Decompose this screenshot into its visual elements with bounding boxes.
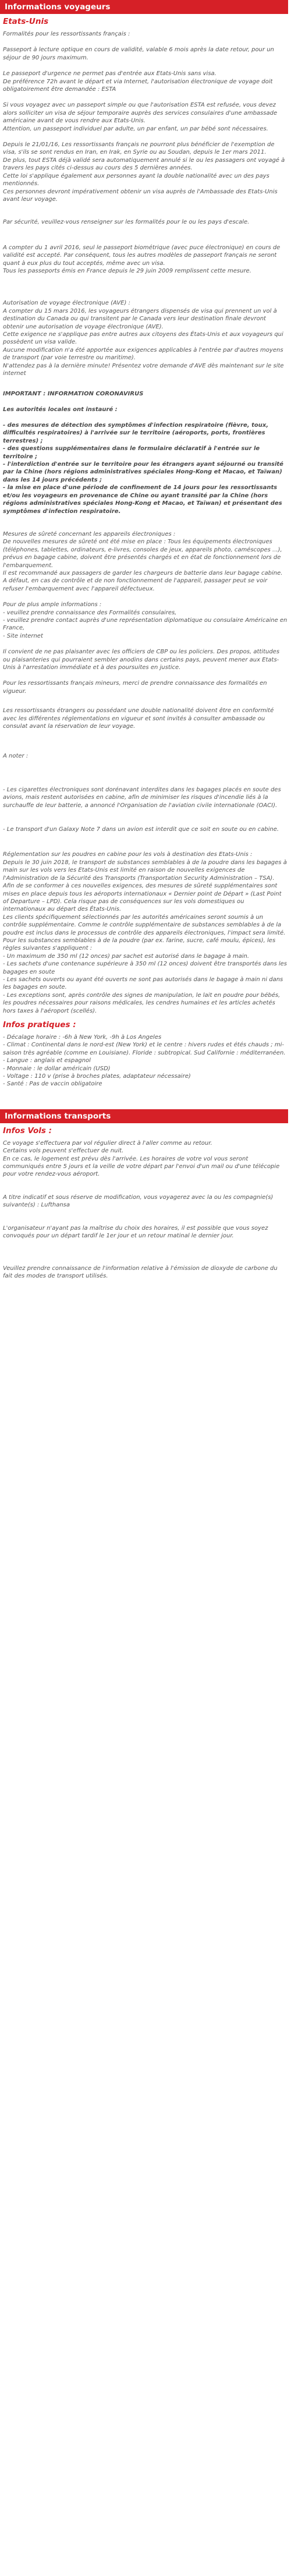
practical-info-list: - Décalage horaire : -6h à New York, -9h à Los Angeles - Climat : Continental dans le nord-est (New York) et le centre : hivers rudes et étés chauds ; mi-saison très agréable (comme en Louisiane). Floride : subtropical. Sud Californie : méditerranéen. - Langue : anglais et espagnol - Monnaie : le dollar américain (USD) - Voltage : 110 v (prise à broches plates, adaptateur nécessaire) - Santé : Pas de vaccin obligatoire [3, 1034, 286, 1088]
airline-info: A titre indicatif et sous réserve de modification, vous voyagerez avec la ou les compagnie(s) suivante(s) : Lufthansa [3, 1194, 274, 1209]
biometric-passport-info: A compter du 1 avril 2016, seul le passeport biométrique (avec puce électronique) en cours de validité est accepté. Par conséquent, tous les autres modèles de passeport français ne seront quant à eux plus du tout acceptés, même avec un visa. Tous les passeports émis en France depuis le 29 juin 2009 remplissent cette mesure. [3, 244, 281, 274]
usa-heading: Etats-Unis [3, 17, 49, 26]
visa-waiver-exception: Depuis le 21/01/16, Les ressortissants français ne pourront plus bénéficier de l'exemption de visa, s'ils se sont rendus en Iran, en Irak, en Syrie ou au Soudan, depuis le 1er mars 2011. De plus, tout ESTA déjà validé sera automatiquement annulé si le ou les passagers ont voyagé à travers les pays cités ci-dessus au cours des 5 dernières années. Cette loi s'applique également aux personnes ayant la double nationalité avec un des pays mentionnés. Ces personnes devront impérativement obtenir un visa auprès de l'Ambassade des Etats-Unis avant leur voyage. [3, 141, 285, 203]
practical-info-heading: Infos pratiques : [3, 1020, 76, 1029]
coronavirus-notice: IMPORTANT : INFORMATION CORONAVIRUS Les autorités locales ont instauré : - des mesures de détection des symptômes d'infection respiratoire (fièvre, toux, difficultés respiratoires) à l'arrivée sur le territoire (aéroports, ports, frontières terrestres) ; - des questions supplémentaires dans le formulaire déclaratif à l'entrée sur le territoire ; - l'interdiction d'entrée sur le territoire pour les étrangers ayant séjourné ou transité par la Chine (hors régions administratives spéciales Hong-Kong et Macao, et Taïwan) dans les 14 jours précédents ; - la mise en place d'une période de confinement de 14 jours pour les ressortissants et/ou les voyageurs en provenance de Chine ou ayant transité par la Chine (hors régions administratives spéciales Hong-Kong et Macao, et Taïwan) et présentant des symptômes d'infection respiratoire. [3, 391, 283, 515]
visa-info: Si vous voyagez avec un passeport simple ou que l'autorisation ESTA est refusée, vous devez alors solliciter un visa de séjour temporaire auprès des services consulaires d'une ambassade américaine avant de vous rendre aux Etats-Unis. Attention, un passeport individuel par adulte, un par enfant, un par bébé sont nécessaires. [3, 102, 278, 132]
traveler-info-header [0, 0, 288, 14]
more-info: Pour de plus ample informations : - veuillez prendre connaissance des Formalités consulaires, - veuillez prendre contact auprès d'une représentation diplomatique ou consulaire Américaine en France, - Site internet [3, 601, 288, 639]
ave-canada-info: Autorisation de voyage électronique (AVE) : A compter du 15 mars 2016, les voyageurs étrangers dispensés de visa qui prennent un vol à destination du Canada ou qui transitent par le Canada vers leur destination finale devront obtenir une autorisation de voyage électronique (AVE). Cette exigence ne s'applique pas entre autres aux citoyens des États-Unis et aux voyageurs qui possèdent un visa valide. Aucune modification n'a été apportée aux exigences applicables à l'entrée par d'autres moyens de transport (par voie terrestre ou maritime). N'attendez pas à la dernière minute! Présentez votre demande d'AVE dès maintenant sur le site internet [3, 300, 284, 377]
galaxy-note-notice: - Le transport d'un Galaxy Note 7 dans un avion est interdit que ce soit en soute ou en cabine. [3, 826, 279, 833]
cbp-warning: Il convient de ne pas plaisanter avec les officiers de CBP ou les policiers. Des propos, attitudes ou plaisanteries qui pourraient sembler anodins dans certains pays, peuvent mener aux Etats-Unis à l'arrestation immédiate et à des poursuites en justice. [3, 649, 280, 671]
formalities-intro: Formalités pour les ressortissants français : [3, 31, 130, 37]
passport-requirement: Passeport à lecture optique en cours de validité, valable 6 mois après la date retour, pour un séjour de 90 jours maximum. [3, 47, 274, 61]
traveler-info-title: Informations voyageurs [5, 2, 111, 12]
minors-notice: Pour les ressortissants français mineurs, merci de prendre connaissance des formalités en vigueur. [3, 680, 267, 695]
flight-info-heading: Infos Vols : [3, 1126, 52, 1135]
co2-notice: Veuillez prendre connaissance de l'information relative à l'émission de dioxyde de carbone du fait des modes de transport utilisés. [3, 1265, 278, 1279]
transport-info-header [0, 1109, 288, 1123]
esta-info: Le passeport d'urgence ne permet pas d'entrée aux Etats-Unis sans visa. De préférence 72h avant le départ et via Internet, l'autorisation électronique de voyage doit obligatoirement être demandée : ESTA [3, 70, 273, 93]
stopover-notice: Par sécurité, veuillez-vous renseigner sur les formalités pour le ou les pays d'escale. [3, 219, 250, 226]
flight-details: Ce voyage s'effectuera par vol régulier direct à l'aller comme au retour. Certains vols peuvent s'effectuer de nuit. En ce cas, le logement est prévu dès l'arrivée. Les horaires de votre vol vous seront communiqués entre 5 jours et la veille de votre départ par l'envoi d'un mail ou d'une télécopie pour votre rendez-vous aéroport. [3, 1140, 280, 1178]
electronics-security: Mesures de sûreté concernant les appareils électroniques : De nouvelles mesures de sûreté ont été mise en place : Tous les équipements électroniques (téléphones, tablettes, ordinateurs, e-livres, consoles de jeux, appareils photo, caméscopes ...), prévus en bagage cabine, doivent être présentés chargés et en état de fonctionnement lors de l'embarquement. Il est recommandé aux passagers de garder les chargeurs de batterie dans leur bagage cabine. A défaut, en cas de contrôle et de non fonctionnement de l'appareil, passager peut se voir refuser l'embarquement avec l'appareil défectueux. [3, 530, 283, 592]
schedule-notice: L'organisateur n'ayant pas la maîtrise du choix des horaires, il est possible que vous soyez convoqués pour un départ tardif le 1er jour et un retour matinal le dernier jour. [3, 1225, 268, 1240]
e-cigarette-notice: - Les cigarettes électroniques sont dorénavant interdites dans les bagages placés en soute des avions, mais restent autorisées en cabine, afin de minimiser les risques d'incendie liés à la surchauffe de leur batterie, a annoncé l'Organisation de l'aviation civile internationale (OACI). [3, 786, 281, 809]
dual-nationality-notice: Les ressortissants étrangers ou possédant une double nationalité doivent être en conformité avec les différentes réglementations en vigueur et sont invités à consulter ambassade ou consulat avant la réservation de leur voyage. [3, 707, 274, 730]
transport-info-title: Informations transports [5, 1111, 111, 1121]
powder-regulation: Réglementation sur les poudres en cabine pour les vols à destination des Etats-Unis : Depuis le 30 juin 2018, le transport de substances semblables à de la poudre dans les bagages à main sur les vols vers les Etats-Unis est limité en raison de nouvelles exigences de l'Administration de la Sécurité des Transports (Transportation Security Administration – TSA). Afin de se conformer à ces nouvelles exigences, des mesures de sûreté supplémentaires sont mises en place depuis tous les aéroports internationaux « Dernier point de Départ » (Last Point of Departure – LPD). Cela risque pas de conséquences sur les vols domestiques ou internationaux au départ des États-Unis. Les clients spécifiquement sélectionnés par les autorités américaines seront soumis à un contrôle supplémentaire. Comme le contrôle supplémentaire de substances semblables à de la poudre est inclus dans le processus de contrôle des appareils électroniques, l'impact sera limité. Pour les substances semblables à de la poudre (par ex. farine, sucre, café moulu, épices), les règles suivantes s'appliquent : - Un maximum de 350 ml (12 onces) par sachet est autorisé dans le bagage à main. - Les sachets d'une contenance supérieure à 350 ml (12 onces) doivent être transportés dans les bagages en soute - Les sachets ouverts ou ayant été ouverts ne sont pas autorisés dans le bagage à main ni dans les bagages en soute. - Les exceptions sont, après contrôle des signes de manipulation, le lait en poudre pour bébés, les poudres nécessaires pour raisons médicales, les cendres humaines et les articles achetés hors taxes à l'aéroport (scellés). [3, 851, 287, 1014]
note-label: A noter : [3, 753, 29, 760]
